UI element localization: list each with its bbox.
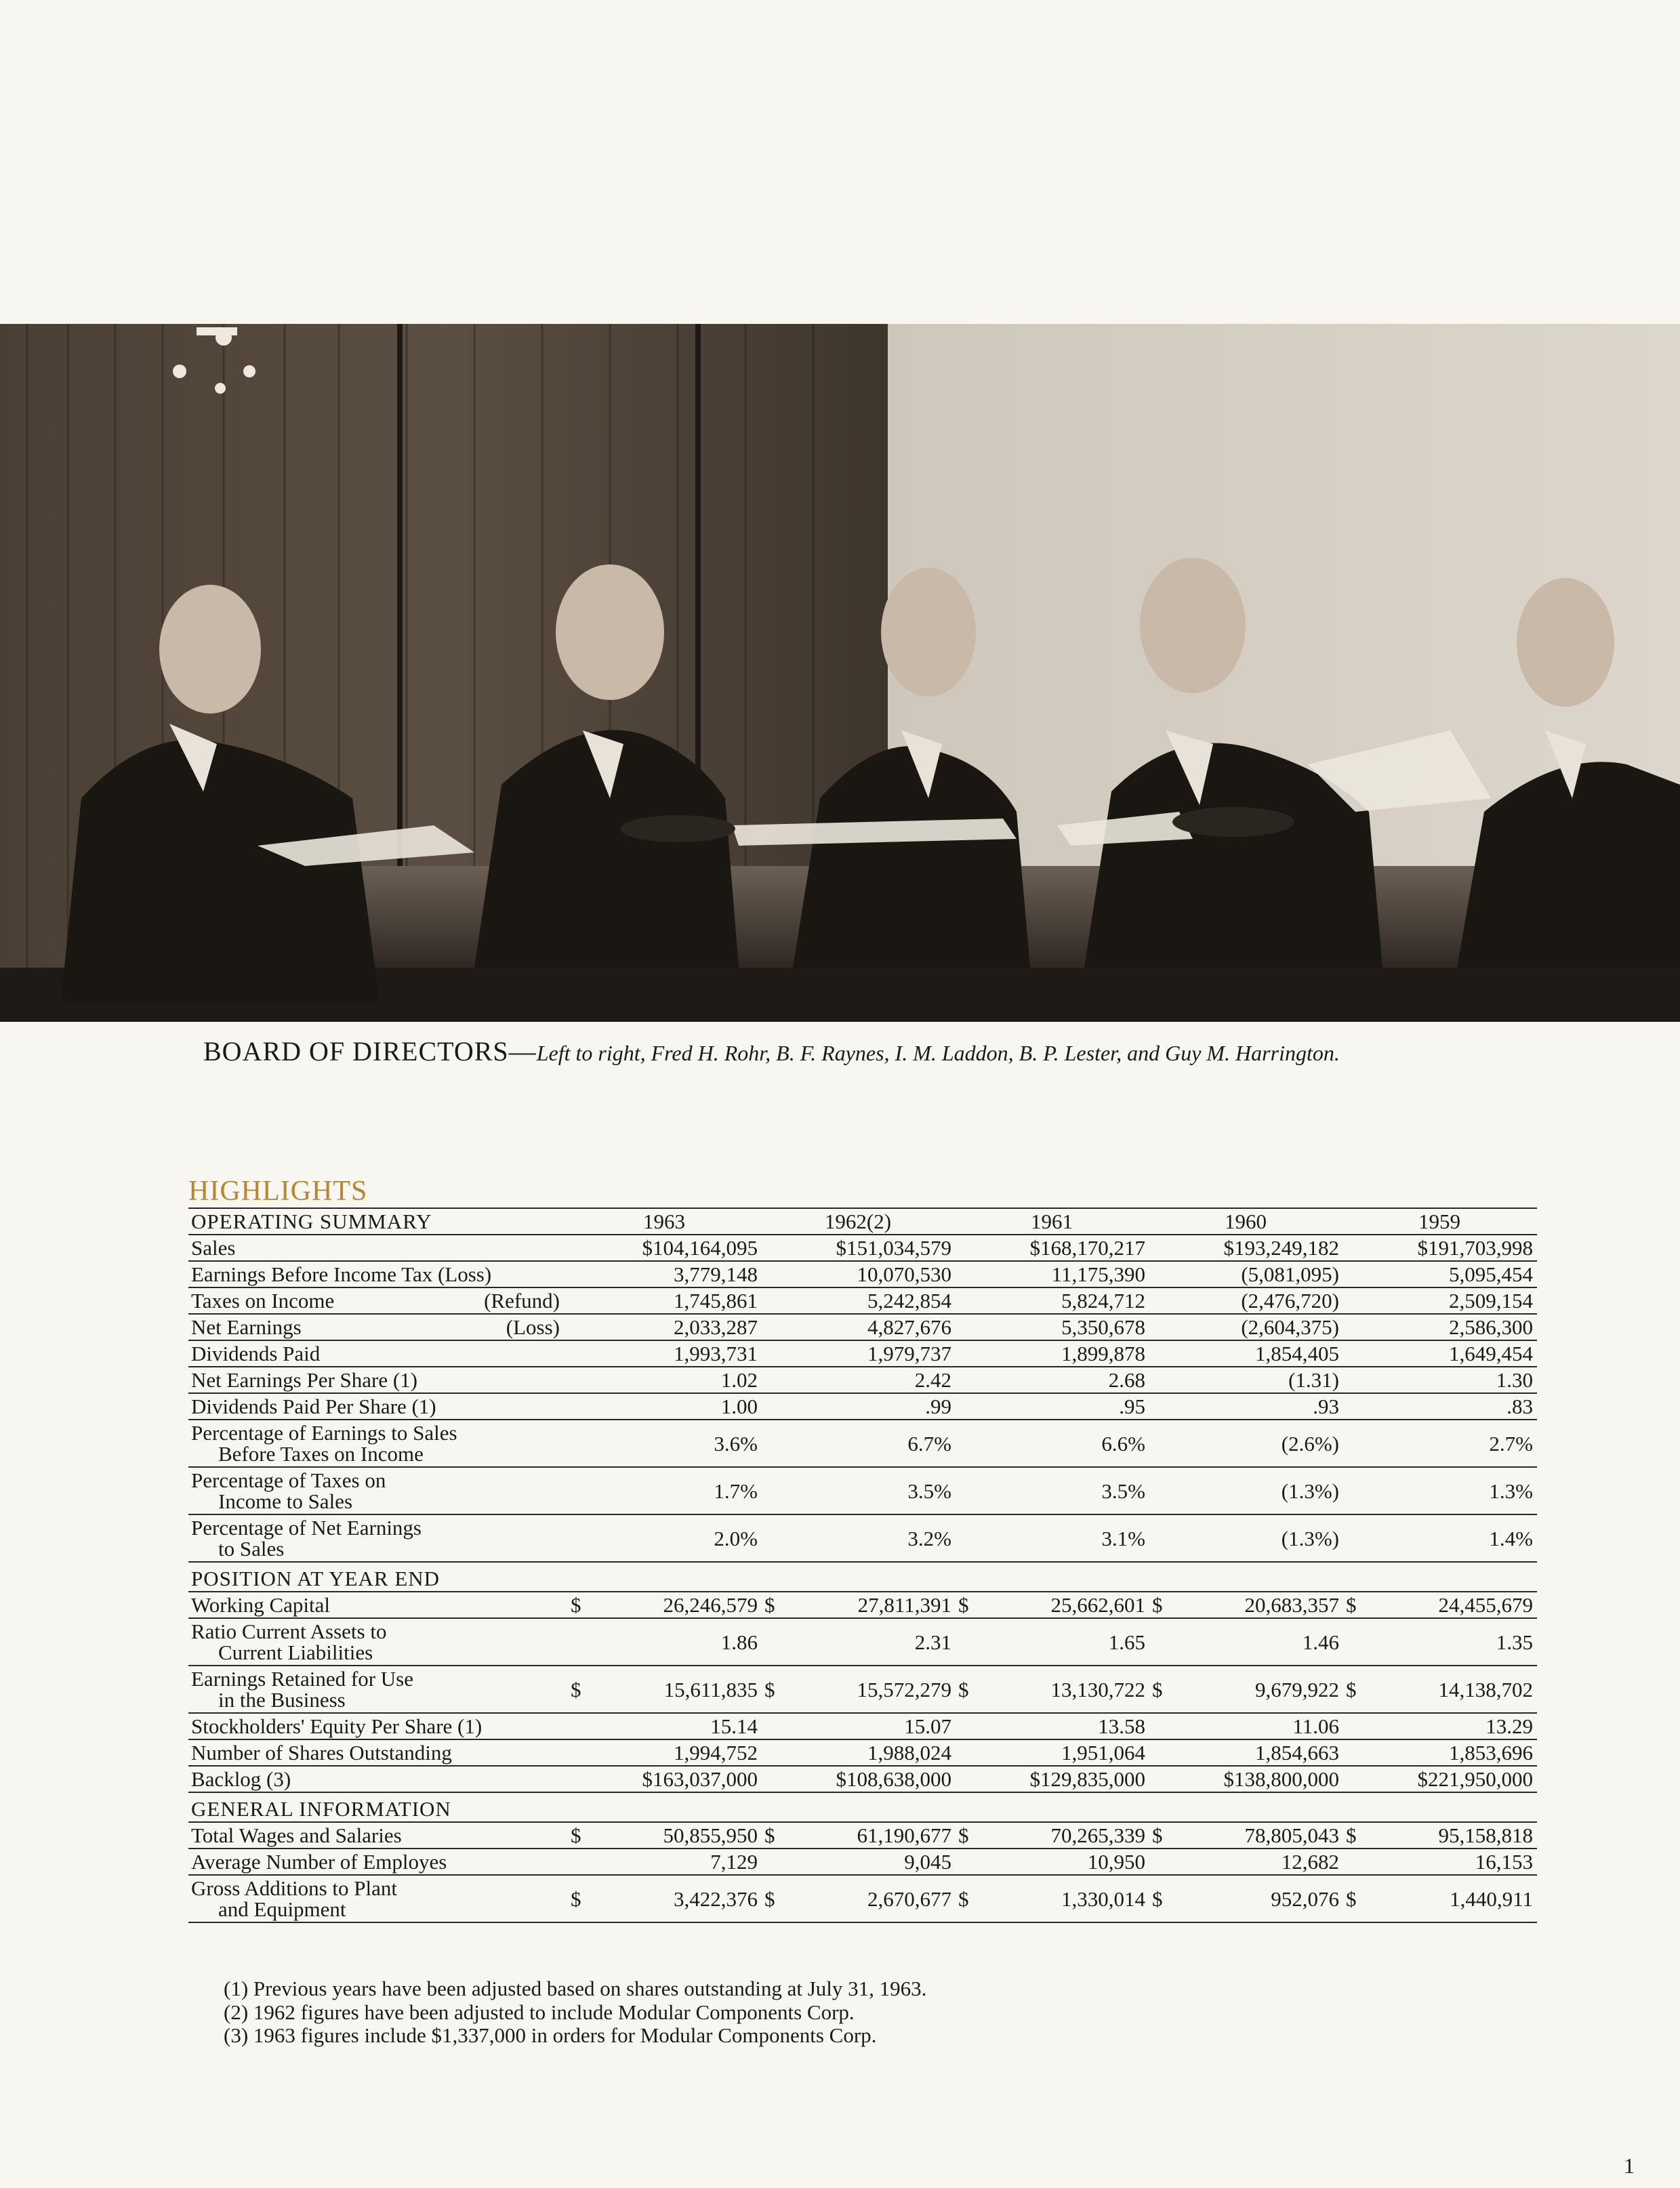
value-cell: 1.46 xyxy=(1149,1618,1343,1666)
year-header: 1960 xyxy=(1149,1208,1343,1235)
dollar-value xyxy=(1346,1888,1533,1910)
value-cell: $221,950,000 xyxy=(1343,1766,1537,1792)
label-line-2: in the Business xyxy=(218,1688,346,1712)
value-cell: 3.2% xyxy=(762,1514,956,1562)
dollar-value xyxy=(1346,1679,1533,1700)
currency-sign: $ xyxy=(958,1593,969,1617)
value-cell: .99 xyxy=(762,1393,956,1420)
row-label xyxy=(188,1393,568,1420)
value-cell: 1,988,024 xyxy=(762,1739,956,1766)
label-line-2: Income to Sales xyxy=(218,1489,353,1513)
value-cell: (1.3%) xyxy=(1149,1514,1343,1562)
dollar-value xyxy=(1152,1825,1339,1846)
currency-sign: $ xyxy=(958,1677,969,1701)
value-cell: $129,835,000 xyxy=(956,1766,1149,1792)
label-line-1: Ratio Current Assets to xyxy=(191,1619,387,1643)
amount: 50,855,950 xyxy=(663,1823,758,1847)
row-label xyxy=(188,1467,568,1514)
amount: 15,611,835 xyxy=(663,1677,758,1701)
value-cell: 1,649,454 xyxy=(1343,1340,1537,1367)
label-text: Sales xyxy=(191,1236,236,1260)
currency-sign: $ xyxy=(1152,1823,1163,1847)
value-cell: 1.30 xyxy=(1343,1367,1537,1393)
value-cell: 16,153 xyxy=(1343,1849,1537,1875)
value-cell: (2,604,375) xyxy=(1149,1314,1343,1340)
table-row xyxy=(188,1367,1537,1393)
value-cell: 1.86 xyxy=(568,1618,762,1666)
value-cell: 1.35 xyxy=(1343,1618,1537,1666)
value-cell: 1.3% xyxy=(1343,1467,1537,1514)
value-cell xyxy=(568,1592,762,1618)
table-row xyxy=(188,1420,1537,1467)
value-cell xyxy=(956,1592,1149,1618)
dollar-value xyxy=(1346,1594,1533,1615)
value-cell xyxy=(762,1666,956,1713)
value-cell: 15.14 xyxy=(568,1713,762,1739)
value-cell xyxy=(1149,1875,1343,1922)
currency-sign: $ xyxy=(764,1677,775,1701)
value-cell xyxy=(956,1875,1149,1922)
currency-sign: $ xyxy=(1152,1886,1163,1911)
board-of-directors-photo xyxy=(0,324,1680,1022)
value-cell: 4,827,676 xyxy=(762,1314,956,1340)
value-cell: 2.31 xyxy=(762,1618,956,1666)
dollar-value xyxy=(958,1825,1145,1846)
label-note: (Loss) xyxy=(506,1315,560,1339)
year-header: 1961 xyxy=(956,1208,1149,1235)
currency-sign: $ xyxy=(1152,1593,1163,1617)
value-cell xyxy=(1343,1875,1537,1922)
general-section-row xyxy=(188,1792,1537,1822)
value-cell: 6.6% xyxy=(956,1420,1149,1467)
value-cell xyxy=(568,1666,762,1713)
value-cell xyxy=(1343,1666,1537,1713)
amount: 3,422,376 xyxy=(674,1886,758,1911)
value-cell: 1,993,731 xyxy=(568,1340,762,1367)
label-line-1: Percentage of Taxes on xyxy=(191,1468,386,1492)
value-cell: (1.31) xyxy=(1149,1367,1343,1393)
value-cell xyxy=(762,1875,956,1922)
label-wrap xyxy=(191,1396,564,1417)
row-label xyxy=(188,1420,568,1467)
label-note xyxy=(560,1264,564,1285)
label-line-2: Current Liabilities xyxy=(218,1640,373,1664)
currency-sign: $ xyxy=(1346,1593,1357,1617)
label-line-1: Gross Additions to Plant xyxy=(191,1876,398,1900)
row-label: Number of Shares Outstanding xyxy=(188,1739,568,1766)
value-cell: .83 xyxy=(1343,1393,1537,1420)
amount: 24,455,679 xyxy=(1438,1593,1533,1617)
value-cell xyxy=(1149,1822,1343,1849)
currency-sign: $ xyxy=(1346,1823,1357,1847)
label-line-1: Earnings Retained for Use xyxy=(191,1667,413,1691)
row-label xyxy=(188,1666,568,1713)
table-row xyxy=(188,1261,1537,1287)
dollar-value xyxy=(764,1825,951,1846)
footnote-2: (2) 1962 figures have been adjusted to include Modular Components Corp. xyxy=(224,2000,855,2024)
currency-sign: $ xyxy=(958,1886,969,1911)
label-wrap xyxy=(191,1290,564,1311)
dollar-value xyxy=(1346,1825,1533,1846)
amount: 1,440,911 xyxy=(1450,1886,1533,1911)
label-text: Net Earnings xyxy=(191,1315,302,1339)
label-text: Taxes on Income xyxy=(191,1289,335,1313)
value-cell: 1,979,737 xyxy=(762,1340,956,1367)
value-cell: 1,899,878 xyxy=(956,1340,1149,1367)
value-cell: $193,249,182 xyxy=(1149,1235,1343,1261)
row-label xyxy=(188,1618,568,1666)
value-cell xyxy=(956,1666,1149,1713)
value-cell: $151,034,579 xyxy=(762,1235,956,1261)
value-cell: 1,951,064 xyxy=(956,1739,1149,1766)
dollar-value xyxy=(958,1679,1145,1700)
position-section-row xyxy=(188,1562,1537,1592)
dollar-value xyxy=(571,1679,758,1700)
table-row xyxy=(188,1822,1537,1849)
row-label: Total Wages and Salaries xyxy=(188,1822,568,1849)
row-label xyxy=(188,1314,568,1340)
value-cell: $191,703,998 xyxy=(1343,1235,1537,1261)
dollar-value xyxy=(764,1594,951,1615)
table-row xyxy=(188,1849,1537,1875)
currency-sign: $ xyxy=(571,1886,581,1911)
amount: 2,670,677 xyxy=(867,1886,951,1911)
amount: 1,330,014 xyxy=(1061,1886,1145,1911)
amount: 14,138,702 xyxy=(1438,1677,1533,1701)
value-cell: 3.5% xyxy=(956,1467,1149,1514)
dollar-value xyxy=(764,1888,951,1910)
currency-sign: $ xyxy=(958,1823,969,1847)
value-cell: 1,854,405 xyxy=(1149,1340,1343,1367)
row-label: Average Number of Employes xyxy=(188,1849,568,1875)
value-cell: 1.7% xyxy=(568,1467,762,1514)
value-cell: 2.0% xyxy=(568,1514,762,1562)
table-row xyxy=(188,1739,1537,1766)
value-cell: 5,242,854 xyxy=(762,1287,956,1314)
row-label: Backlog (3) xyxy=(188,1766,568,1792)
label-note xyxy=(560,1343,564,1364)
value-cell: 1.65 xyxy=(956,1618,1149,1666)
row-label: Stockholders' Equity Per Share (1) xyxy=(188,1713,568,1739)
value-cell: 3.6% xyxy=(568,1420,762,1467)
value-cell: 2,509,154 xyxy=(1343,1287,1537,1314)
footnote-1: (1) Previous years have been adjusted based on shares outstanding at July 31, 1963. xyxy=(224,1977,927,2000)
dollar-value xyxy=(1152,1679,1339,1700)
label-line-1: Percentage of Net Earnings xyxy=(191,1516,422,1540)
value-cell xyxy=(1343,1822,1537,1849)
label-note: (Refund) xyxy=(484,1289,560,1313)
value-cell xyxy=(762,1592,956,1618)
dollar-value xyxy=(958,1888,1145,1910)
value-cell: 7,129 xyxy=(568,1849,762,1875)
value-cell: 11.06 xyxy=(1149,1713,1343,1739)
footnotes xyxy=(224,1977,926,2048)
photo-caption xyxy=(203,1035,1559,1067)
year-header: 1959 xyxy=(1343,1208,1537,1235)
table-row xyxy=(188,1875,1537,1922)
value-cell: 6.7% xyxy=(762,1420,956,1467)
label-wrap xyxy=(191,1369,564,1390)
amount: 27,811,391 xyxy=(857,1593,951,1617)
photo-illustration xyxy=(0,324,1680,1022)
amount: 70,265,339 xyxy=(1050,1823,1145,1847)
label-wrap xyxy=(191,1317,564,1338)
year-header: 1962(2) xyxy=(762,1208,956,1235)
currency-sign: $ xyxy=(1346,1677,1357,1701)
table-row xyxy=(188,1713,1537,1739)
currency-sign: $ xyxy=(764,1593,775,1617)
label-text: Dividends Paid Per Share (1) xyxy=(191,1395,436,1418)
label-line-2: Before Taxes on Income xyxy=(218,1442,424,1466)
amount: 61,190,677 xyxy=(857,1823,951,1847)
value-cell: 11,175,390 xyxy=(956,1261,1149,1287)
amount: 25,662,601 xyxy=(1050,1593,1145,1617)
value-cell: 1.4% xyxy=(1343,1514,1537,1562)
section-label: POSITION AT YEAR END xyxy=(188,1562,1537,1592)
row-label xyxy=(188,1261,568,1287)
value-cell: 5,350,678 xyxy=(956,1314,1149,1340)
value-cell: 9,045 xyxy=(762,1849,956,1875)
label-line-1: Percentage of Earnings to Sales xyxy=(191,1421,457,1445)
caption-names: Left to right, Fred H. Rohr, B. F. Raynes, I. M. Laddon, B. P. Lester, and Guy M. Harrington. xyxy=(536,1041,1340,1065)
table-row xyxy=(188,1618,1537,1666)
label-text: Net Earnings Per Share (1) xyxy=(191,1368,418,1392)
label-wrap xyxy=(191,1237,564,1258)
value-cell: $168,170,217 xyxy=(956,1235,1149,1261)
table-row xyxy=(188,1766,1537,1792)
row-label xyxy=(188,1367,568,1393)
value-cell: 13.29 xyxy=(1343,1713,1537,1739)
value-cell: (5,081,095) xyxy=(1149,1261,1343,1287)
caption-lead: BOARD OF DIRECTORS— xyxy=(203,1036,537,1067)
value-cell: $138,800,000 xyxy=(1149,1766,1343,1792)
amount: 78,805,043 xyxy=(1244,1823,1339,1847)
table-row xyxy=(188,1393,1537,1420)
currency-sign: $ xyxy=(571,1593,581,1617)
highlights-table xyxy=(188,1207,1537,1923)
dollar-value xyxy=(764,1679,951,1700)
value-cell: 1,745,861 xyxy=(568,1287,762,1314)
value-cell: (2,476,720) xyxy=(1149,1287,1343,1314)
amount: 20,683,357 xyxy=(1244,1593,1339,1617)
dollar-value xyxy=(571,1594,758,1615)
row-label xyxy=(188,1340,568,1367)
label-note xyxy=(560,1369,564,1390)
value-cell: .95 xyxy=(956,1393,1149,1420)
value-cell: 2.7% xyxy=(1343,1420,1537,1467)
currency-sign: $ xyxy=(571,1677,581,1701)
table-row xyxy=(188,1666,1537,1713)
value-cell xyxy=(762,1822,956,1849)
value-cell: 2,586,300 xyxy=(1343,1314,1537,1340)
value-cell: 5,824,712 xyxy=(956,1287,1149,1314)
section-label: GENERAL INFORMATION xyxy=(188,1792,1537,1822)
label-text: Earnings Before Income Tax (Loss) xyxy=(191,1262,492,1286)
label-text: Dividends Paid xyxy=(191,1342,321,1365)
table-row xyxy=(188,1340,1537,1367)
value-cell: 5,095,454 xyxy=(1343,1261,1537,1287)
value-cell: 2.68 xyxy=(956,1367,1149,1393)
value-cell: (1.3%) xyxy=(1149,1467,1343,1514)
label-note xyxy=(560,1237,564,1258)
value-cell: $104,164,095 xyxy=(568,1235,762,1261)
value-cell: .93 xyxy=(1149,1393,1343,1420)
value-cell: 12,682 xyxy=(1149,1849,1343,1875)
label-wrap xyxy=(191,1264,564,1285)
dollar-value xyxy=(1152,1594,1339,1615)
amount: 9,679,922 xyxy=(1255,1677,1339,1701)
table-row xyxy=(188,1514,1537,1562)
amount: 26,246,579 xyxy=(663,1593,758,1617)
value-cell: 1,853,696 xyxy=(1343,1739,1537,1766)
value-cell: 2.42 xyxy=(762,1367,956,1393)
value-cell: $163,037,000 xyxy=(568,1766,762,1792)
value-cell: 1.02 xyxy=(568,1367,762,1393)
value-cell: 1,854,663 xyxy=(1149,1739,1343,1766)
value-cell xyxy=(568,1875,762,1922)
dollar-value xyxy=(958,1594,1145,1615)
operating-summary-heading: OPERATING SUMMARY xyxy=(188,1208,568,1235)
amount: 95,158,818 xyxy=(1438,1823,1533,1847)
value-cell xyxy=(1149,1666,1343,1713)
label-line-2: to Sales xyxy=(218,1537,285,1561)
row-label xyxy=(188,1235,568,1261)
dollar-value xyxy=(571,1825,758,1846)
value-cell: 3.1% xyxy=(956,1514,1149,1562)
value-cell: 1,994,752 xyxy=(568,1739,762,1766)
amount: 15,572,279 xyxy=(857,1677,951,1701)
value-cell: 10,070,530 xyxy=(762,1261,956,1287)
year-header: 1963 xyxy=(568,1208,762,1235)
value-cell: 15.07 xyxy=(762,1713,956,1739)
table-row xyxy=(188,1235,1537,1261)
value-cell: 2,033,287 xyxy=(568,1314,762,1340)
row-label xyxy=(188,1514,568,1562)
value-cell xyxy=(1149,1592,1343,1618)
table-row xyxy=(188,1592,1537,1618)
amount: 952,076 xyxy=(1271,1886,1339,1911)
value-cell xyxy=(568,1822,762,1849)
dollar-value xyxy=(1152,1888,1339,1910)
row-label xyxy=(188,1287,568,1314)
table-row xyxy=(188,1287,1537,1314)
currency-sign: $ xyxy=(571,1823,581,1847)
row-label xyxy=(188,1875,568,1922)
currency-sign: $ xyxy=(1346,1886,1357,1911)
value-cell: 3,779,148 xyxy=(568,1261,762,1287)
value-cell: 1.00 xyxy=(568,1393,762,1420)
value-cell xyxy=(956,1822,1149,1849)
row-label: Working Capital xyxy=(188,1592,568,1618)
table-row xyxy=(188,1467,1537,1514)
currency-sign: $ xyxy=(1152,1677,1163,1701)
label-line-2: and Equipment xyxy=(218,1897,346,1921)
value-cell: $108,638,000 xyxy=(762,1766,956,1792)
value-cell: 3.5% xyxy=(762,1467,956,1514)
value-cell xyxy=(1343,1592,1537,1618)
label-wrap xyxy=(191,1343,564,1364)
page-number: 1 xyxy=(1624,2153,1635,2178)
value-cell: 13.58 xyxy=(956,1713,1149,1739)
table-row xyxy=(188,1314,1537,1340)
currency-sign: $ xyxy=(764,1823,775,1847)
currency-sign: $ xyxy=(764,1886,775,1911)
header-row xyxy=(188,1208,1537,1235)
value-cell: (2.6%) xyxy=(1149,1420,1343,1467)
value-cell: 10,950 xyxy=(956,1849,1149,1875)
amount: 13,130,722 xyxy=(1050,1677,1145,1701)
footnote-3: (3) 1963 figures include $1,337,000 in orders for Modular Components Corp. xyxy=(224,2023,877,2048)
dollar-value xyxy=(571,1888,758,1910)
highlights-title: HIGHLIGHTS xyxy=(188,1176,368,1207)
label-note xyxy=(560,1396,564,1417)
